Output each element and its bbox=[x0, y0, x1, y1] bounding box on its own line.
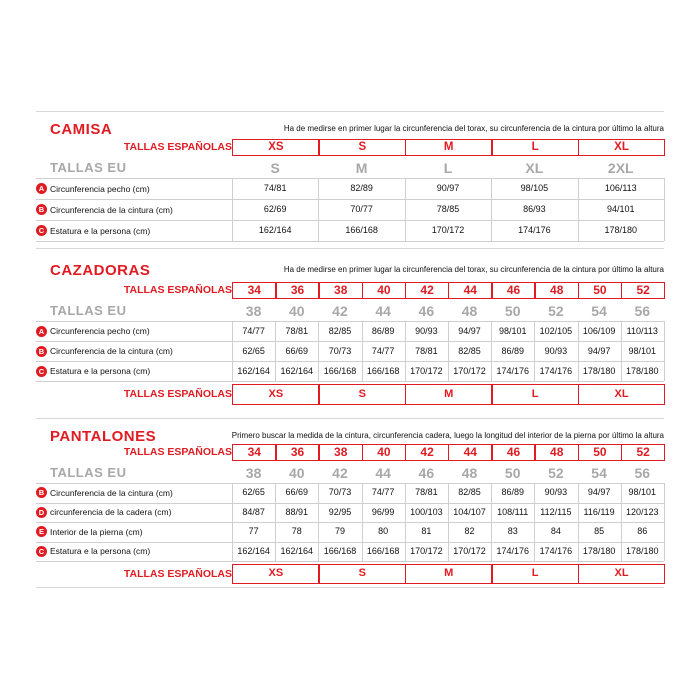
cazadoras-value-cell: 110/113 bbox=[626, 326, 658, 336]
pantalones-bottom-size: XS bbox=[232, 564, 320, 584]
pantalones-grid-vline bbox=[232, 483, 233, 561]
camisa-measure-label bbox=[36, 199, 173, 220]
cazadoras-value-cell: 74/77 bbox=[242, 326, 265, 336]
pantalones-measure-text: Estatura e la persona (cm) bbox=[50, 546, 151, 557]
camisa-es-size: XL bbox=[578, 139, 666, 156]
pantalones-bottom-size: S bbox=[318, 564, 406, 584]
pantalones-grid-vline bbox=[491, 483, 492, 561]
camisa-measure-label bbox=[36, 220, 150, 241]
pantalones-value-cell: 120/123 bbox=[626, 506, 659, 517]
pantalones-eu-size: 52 bbox=[548, 465, 564, 481]
pantalones-eu-label: TALLAS EU bbox=[50, 465, 127, 480]
pantalones-value-cell: 116/119 bbox=[583, 506, 615, 517]
pantalones-value-cell: 88/91 bbox=[285, 506, 309, 517]
camisa-grid-vline bbox=[232, 178, 233, 241]
badge-b-icon: B bbox=[36, 204, 47, 215]
cazadoras-grid-vline bbox=[405, 321, 406, 381]
camisa-measure-row bbox=[36, 199, 664, 220]
badge-d-icon: D bbox=[36, 507, 47, 518]
pantalones-value-cell: 96/99 bbox=[371, 506, 395, 517]
cazadoras-note: Ha de medirse en primer lugar la circunferencia del torax, su circunferencia de la cintura por último la altura bbox=[283, 265, 664, 274]
cazadoras-measure-text: Circunferencia pecho (cm) bbox=[50, 326, 150, 336]
cazadoras-eu-size: 38 bbox=[245, 303, 262, 319]
pantalones-grid-vline bbox=[405, 483, 406, 561]
camisa-es-size: XS bbox=[232, 139, 320, 156]
cazadoras-es-size: 34 bbox=[232, 282, 277, 299]
pantalones-value-cell: 170/172 bbox=[453, 545, 486, 556]
pantalones-value-cell: 166/168 bbox=[366, 545, 400, 556]
pantalones-eu-sizes-row bbox=[36, 463, 664, 483]
pantalones-es-size: 42 bbox=[405, 444, 450, 461]
pantalones-eu-size: 40 bbox=[288, 465, 305, 481]
pantalones-value-cell: 78/81 bbox=[415, 487, 438, 497]
cazadoras-grid-vline bbox=[534, 321, 535, 381]
cazadoras-es-size: 46 bbox=[491, 282, 536, 299]
pantalones-value-cell: 98/101 bbox=[628, 487, 657, 497]
pantalones-value-cell: 84 bbox=[550, 526, 561, 536]
cazadoras-measure-text: Estatura e la persona (cm) bbox=[50, 366, 151, 376]
pantalones-bottom-size: XL bbox=[578, 564, 666, 584]
camisa-es-size: S bbox=[318, 139, 406, 156]
cazadoras-measure-text: Circunferencia de la cintura (cm) bbox=[50, 346, 173, 356]
pantalones-value-cell: 100/103 bbox=[410, 506, 443, 517]
camisa-grid-vline bbox=[318, 178, 319, 241]
pantalones-value-cell: 74/77 bbox=[371, 487, 395, 497]
pantalones-value-cell: 92/95 bbox=[328, 506, 352, 517]
camisa-eu-size: 2XL bbox=[607, 160, 634, 176]
cazadoras-eu-size: 44 bbox=[375, 303, 391, 319]
cazadoras-eu-size: 56 bbox=[634, 303, 651, 319]
cazadoras-value-cell: 94/97 bbox=[587, 346, 611, 356]
pantalones-value-cell: 162/164 bbox=[237, 545, 270, 556]
pantalones-eu-size: 42 bbox=[332, 465, 348, 481]
camisa-es-sizes-row bbox=[36, 139, 664, 156]
camisa-eu-size: M bbox=[355, 160, 368, 176]
badge-e-icon: E bbox=[36, 526, 47, 537]
camisa-eu-size: L bbox=[443, 160, 453, 176]
cazadoras-eu-size: 54 bbox=[591, 303, 607, 319]
camisa-eu-sizes-row bbox=[36, 158, 664, 178]
badge-b-icon: B bbox=[36, 487, 47, 498]
camisa-value-cell: 162/164 bbox=[258, 225, 292, 235]
camisa-measure-text: Estatura e la persona (cm) bbox=[50, 225, 151, 236]
pantalones-grid-vline bbox=[318, 483, 319, 561]
pantalones-es-size: 34 bbox=[232, 444, 277, 461]
camisa-es-size: L bbox=[491, 139, 579, 156]
cazadoras-eu-size: 46 bbox=[418, 303, 435, 319]
pantalones-value-cell: 166/168 bbox=[323, 545, 357, 556]
camisa-measure-row bbox=[36, 220, 664, 241]
cazadoras-eu-sizes-row bbox=[36, 301, 664, 321]
camisa-es-label: TALLAS ESPAÑOLAS bbox=[123, 141, 232, 153]
cazadoras-es-size: 50 bbox=[578, 282, 623, 299]
pantalones-value-cell: 82/85 bbox=[458, 487, 481, 497]
cazadoras-eu-size: 48 bbox=[461, 303, 478, 319]
cazadoras-value-cell: 98/101 bbox=[498, 326, 527, 336]
camisa-eu-size: XL bbox=[525, 160, 544, 176]
pantalones-value-cell: 66/69 bbox=[285, 487, 309, 497]
pantalones-value-cell: 94/97 bbox=[587, 487, 611, 497]
pantalones-grid-vline bbox=[534, 483, 535, 561]
pantalones-measure-text: circunferencia de la cadera (cm) bbox=[50, 507, 172, 518]
pantalones-value-cell: 104/107 bbox=[453, 506, 486, 517]
badge-a-icon: A bbox=[36, 326, 47, 337]
cazadoras-value-cell: 162/164 bbox=[237, 366, 270, 376]
camisa-value-cell: 106/113 bbox=[604, 183, 637, 193]
cazadoras-value-cell: 86/89 bbox=[371, 326, 395, 336]
badge-c-icon: C bbox=[36, 366, 47, 377]
cazadoras-grid-vline bbox=[491, 321, 492, 381]
pantalones-eu-size: 38 bbox=[245, 465, 262, 481]
cazadoras-value-cell: 174/176 bbox=[539, 366, 573, 376]
pantalones-grid-vline bbox=[362, 483, 363, 561]
cazadoras-es-size: 44 bbox=[448, 282, 493, 299]
pantalones-value-cell: 112/115 bbox=[540, 506, 572, 517]
cazadoras-grid-vline bbox=[275, 321, 276, 381]
cazadoras-bottom-size: L bbox=[491, 384, 579, 405]
pantalones-value-cell: 83 bbox=[507, 526, 518, 536]
pantalones-value-cell: 82 bbox=[464, 526, 475, 536]
pantalones-measure-label bbox=[36, 542, 150, 562]
camisa-grid-vline bbox=[578, 178, 579, 241]
pantalones-es-size: 52 bbox=[621, 444, 666, 461]
cazadoras-eu-size: 42 bbox=[332, 303, 348, 319]
pantalones-measure-label bbox=[36, 503, 171, 523]
pantalones-value-cell: 85 bbox=[594, 526, 605, 536]
cazadoras-value-cell: 62/65 bbox=[242, 346, 265, 356]
camisa-es-size: M bbox=[405, 139, 493, 156]
cazadoras-bottom-size: S bbox=[318, 384, 406, 405]
pantalones-value-cell: 86/89 bbox=[501, 487, 524, 497]
pantalones-es-size: 44 bbox=[448, 444, 493, 461]
pantalones-es-sizes-row bbox=[36, 444, 664, 461]
cazadoras-es-size: 38 bbox=[318, 282, 363, 299]
cazadoras-measure-row bbox=[36, 341, 664, 361]
cazadoras-grid-vline bbox=[232, 321, 233, 381]
camisa-title: CAMISA bbox=[50, 121, 113, 138]
pantalones-es-size: 40 bbox=[362, 444, 407, 461]
camisa-value-cell: 166/168 bbox=[345, 225, 378, 235]
pantalones-value-cell: 62/65 bbox=[242, 487, 265, 497]
pantalones-value-cell: 81 bbox=[421, 526, 432, 536]
cazadoras-eu-label: TALLAS EU bbox=[50, 303, 127, 318]
cazadoras-measure-label bbox=[36, 321, 150, 341]
cazadoras-value-cell: 90/93 bbox=[415, 326, 438, 336]
cazadoras-es-label: TALLAS ESPAÑOLAS bbox=[123, 284, 232, 296]
pantalones-value-cell: 90/93 bbox=[544, 487, 568, 497]
cazadoras-grid-vline bbox=[318, 321, 319, 381]
pantalones-value-cell: 84/87 bbox=[242, 506, 265, 517]
pantalones-measure-label bbox=[36, 522, 143, 542]
pantalones-value-cell: 162/164 bbox=[280, 545, 314, 556]
pantalones-value-cell: 79 bbox=[334, 526, 345, 536]
cazadoras-grid-vline bbox=[578, 321, 579, 381]
cazadoras-es-size: 36 bbox=[275, 282, 320, 299]
cazadoras-bottom-size: XL bbox=[578, 384, 666, 405]
cazadoras-bottom-size: XS bbox=[232, 384, 320, 405]
pantalones-bottom-size: M bbox=[405, 564, 493, 584]
cazadoras-value-cell: 74/77 bbox=[371, 346, 395, 356]
camisa-value-cell: 170/172 bbox=[431, 225, 465, 235]
camisa-note: Ha de medirse en primer lugar la circunferencia del torax, su circunferencia de la cintura por último la altura bbox=[283, 124, 664, 133]
cazadoras-value-cell: 170/172 bbox=[410, 366, 443, 376]
cazadoras-value-cell: 102/105 bbox=[539, 326, 573, 336]
cazadoras-value-cell: 66/69 bbox=[285, 346, 309, 356]
top-divider bbox=[36, 111, 664, 112]
camisa-eu-size: S bbox=[270, 160, 280, 176]
badge-c-icon: C bbox=[36, 546, 47, 557]
cazadoras-grid-line bbox=[36, 381, 664, 382]
cazadoras-value-cell: 86/89 bbox=[501, 346, 524, 356]
pantalones-es-size: 48 bbox=[534, 444, 579, 461]
cazadoras-value-cell: 82/85 bbox=[328, 326, 352, 336]
pantalones-bottom-sizes-row bbox=[36, 564, 664, 584]
pantalones-value-cell: 77 bbox=[248, 526, 259, 536]
pantalones-value-cell: 70/73 bbox=[328, 487, 352, 497]
cazadoras-value-cell: 178/180 bbox=[626, 366, 659, 376]
cazadoras-value-cell: 170/172 bbox=[453, 366, 486, 376]
cazadoras-value-cell: 166/168 bbox=[366, 366, 400, 376]
cazadoras-value-cell: 178/180 bbox=[582, 366, 616, 376]
pantalones-note: Primero buscar la medida de la cintura, circunferencia cadera, luego la longitud del interior de la pierna por último la altura bbox=[231, 431, 664, 440]
camisa-grid-vline bbox=[664, 178, 665, 241]
pantalones-value-cell: 174/176 bbox=[539, 545, 573, 556]
cazadoras-value-cell: 94/97 bbox=[458, 326, 481, 336]
pantalones-measure-row bbox=[36, 542, 664, 562]
pantalones-eu-size: 46 bbox=[418, 465, 435, 481]
pantalones-es-size: 46 bbox=[491, 444, 536, 461]
camisa-value-cell: 70/77 bbox=[350, 204, 373, 214]
badge-a-icon: A bbox=[36, 183, 47, 194]
cazadoras-measure-label bbox=[36, 341, 173, 361]
cazadoras-value-cell: 98/101 bbox=[628, 346, 657, 356]
cazadoras-measure-row bbox=[36, 361, 664, 381]
pantalones-grid-line bbox=[36, 561, 664, 562]
pantalones-value-cell: 170/172 bbox=[410, 545, 443, 556]
pantalones-grid-vline bbox=[275, 483, 276, 561]
cazadoras-es-size: 48 bbox=[534, 282, 579, 299]
divider-2 bbox=[36, 418, 664, 419]
pantalones-value-cell: 86 bbox=[637, 526, 648, 536]
cazadoras-value-cell: 70/73 bbox=[328, 346, 352, 356]
camisa-value-cell: 174/176 bbox=[518, 225, 551, 235]
pantalones-measure-text: Interior de la pierna (cm) bbox=[50, 526, 143, 537]
camisa-grid-line bbox=[36, 241, 664, 242]
camisa-value-cell: 74/81 bbox=[263, 183, 287, 193]
cazadoras-grid-vline bbox=[448, 321, 449, 381]
pantalones-bottom-label: TALLAS ESPAÑOLAS bbox=[123, 567, 232, 580]
pantalones-eu-size: 48 bbox=[461, 465, 478, 481]
pantalones-measure-row bbox=[36, 483, 664, 503]
pantalones-measure-row bbox=[36, 503, 664, 523]
pantalones-measure-text: Circunferencia de la cintura (cm) bbox=[50, 487, 173, 498]
pantalones-value-cell: 174/176 bbox=[496, 545, 529, 556]
pantalones-eu-size: 56 bbox=[634, 465, 651, 481]
camisa-eu-label: TALLAS EU bbox=[50, 160, 127, 175]
camisa-value-cell: 86/93 bbox=[523, 204, 546, 214]
pantalones-grid-vline bbox=[448, 483, 449, 561]
camisa-grid-vline bbox=[491, 178, 492, 241]
cazadoras-bottom-label: TALLAS ESPAÑOLAS bbox=[123, 388, 232, 400]
pantalones-grid-vline bbox=[621, 483, 622, 561]
pantalones-grid-vline bbox=[664, 483, 665, 561]
cazadoras-es-size: 42 bbox=[405, 282, 450, 299]
cazadoras-es-size: 40 bbox=[362, 282, 407, 299]
camisa-value-cell: 94/101 bbox=[606, 204, 635, 214]
pantalones-title: PANTALONES bbox=[50, 428, 157, 445]
cazadoras-value-cell: 78/81 bbox=[285, 326, 309, 336]
camisa-value-cell: 178/180 bbox=[604, 225, 638, 235]
camisa-value-cell: 90/97 bbox=[436, 183, 460, 193]
cazadoras-value-cell: 82/85 bbox=[458, 346, 481, 356]
cazadoras-value-cell: 166/168 bbox=[323, 366, 357, 376]
divider-1 bbox=[36, 248, 664, 249]
camisa-value-cell: 78/85 bbox=[436, 204, 460, 214]
cazadoras-eu-size: 50 bbox=[504, 303, 521, 319]
pantalones-value-cell: 80 bbox=[378, 526, 389, 536]
camisa-measure-label bbox=[36, 178, 150, 199]
cazadoras-value-cell: 162/164 bbox=[280, 366, 314, 376]
cazadoras-grid-vline bbox=[664, 321, 665, 381]
camisa-grid-vline bbox=[405, 178, 406, 241]
cazadoras-grid-vline bbox=[362, 321, 363, 381]
badge-b-icon: B bbox=[36, 346, 47, 357]
pantalones-value-cell: 178/180 bbox=[582, 545, 616, 556]
cazadoras-measure-row bbox=[36, 321, 664, 341]
cazadoras-value-cell: 90/93 bbox=[544, 346, 568, 356]
pantalones-es-size: 38 bbox=[318, 444, 363, 461]
pantalones-eu-size: 44 bbox=[375, 465, 391, 481]
pantalones-value-cell: 178/180 bbox=[626, 545, 659, 556]
cazadoras-eu-size: 40 bbox=[288, 303, 305, 319]
camisa-value-cell: 62/69 bbox=[263, 204, 287, 214]
camisa-value-cell: 98/105 bbox=[520, 183, 549, 193]
pantalones-measure-row bbox=[36, 522, 664, 542]
pantalones-eu-size: 50 bbox=[504, 465, 521, 481]
pantalones-bottom-size: L bbox=[491, 564, 579, 584]
cazadoras-bottom-size: M bbox=[405, 384, 493, 405]
pantalones-value-cell: 78 bbox=[291, 526, 302, 536]
cazadoras-grid-vline bbox=[621, 321, 622, 381]
camisa-measure-text: Circunferencia de la cintura (cm) bbox=[50, 204, 173, 215]
camisa-value-cell: 82/89 bbox=[350, 183, 373, 193]
bottom-divider bbox=[36, 587, 664, 588]
pantalones-value-cell: 108/111 bbox=[497, 506, 529, 517]
camisa-measure-row bbox=[36, 178, 664, 199]
camisa-measure-text: Circunferencia pecho (cm) bbox=[50, 183, 150, 194]
pantalones-measure-label bbox=[36, 483, 173, 503]
cazadoras-value-cell: 174/176 bbox=[496, 366, 529, 376]
pantalones-eu-size: 54 bbox=[591, 465, 607, 481]
cazadoras-bottom-sizes-row bbox=[36, 384, 664, 405]
cazadoras-value-cell: 106/109 bbox=[582, 326, 616, 336]
pantalones-grid-vline bbox=[578, 483, 579, 561]
cazadoras-measure-label bbox=[36, 361, 150, 381]
cazadoras-title: CAZADORAS bbox=[50, 262, 151, 279]
pantalones-es-size: 36 bbox=[275, 444, 320, 461]
cazadoras-eu-size: 52 bbox=[548, 303, 564, 319]
cazadoras-es-sizes-row bbox=[36, 282, 664, 299]
cazadoras-value-cell: 78/81 bbox=[415, 346, 438, 356]
cazadoras-es-size: 52 bbox=[621, 282, 666, 299]
pantalones-es-size: 50 bbox=[578, 444, 623, 461]
badge-c-icon: C bbox=[36, 225, 47, 236]
pantalones-es-label: TALLAS ESPAÑOLAS bbox=[123, 446, 232, 458]
